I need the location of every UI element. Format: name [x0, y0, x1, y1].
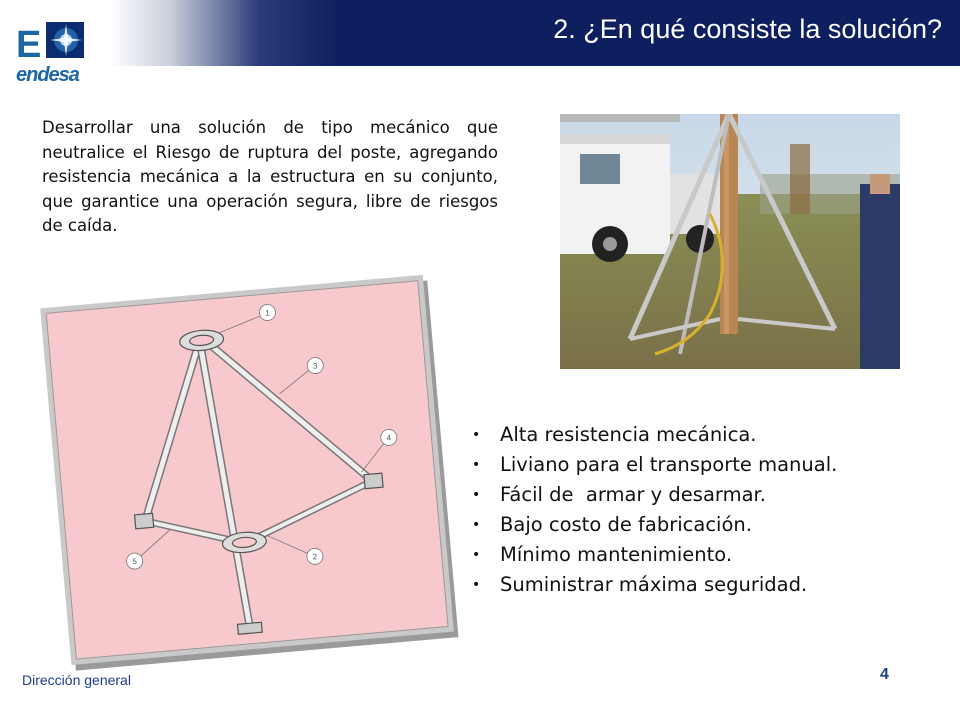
tripod-photo: [560, 114, 900, 369]
feature-text: Liviano para el transporte manual.: [500, 453, 838, 476]
feature-item: [470, 540, 837, 570]
feature-text: Fácil de armar y desarmar.: [500, 483, 766, 506]
callout-1: 1: [264, 308, 271, 318]
technical-drawing: [46, 280, 447, 657]
feature-item: [470, 570, 837, 600]
tripod-drawing-svg: [47, 281, 448, 658]
bullet-icon: •: [472, 487, 481, 503]
bullet-icon: •: [472, 427, 481, 443]
feature-text: Bajo costo de fabricación.: [500, 513, 752, 536]
drawing-sheet: [46, 280, 449, 659]
feature-item: [470, 420, 837, 450]
callout-5: 5: [132, 556, 138, 567]
feature-text: Alta resistencia mecánica.: [500, 423, 757, 446]
feature-list: [470, 420, 837, 600]
callout-2: 2: [312, 552, 318, 562]
feature-text: Suministrar máxima seguridad.: [500, 573, 808, 596]
logo-star-square: [46, 22, 84, 58]
page-number: 4: [880, 666, 889, 683]
intro-paragraph: Desarrollar una solución de tipo mecánico que neutralice el Riesgo de ruptura del poste, agregando resistencia mecánica a la estructura en su conjunto, que garantice una operación segura, libre de riesgos de caída.: [42, 118, 498, 236]
callout-3: 3: [312, 361, 318, 371]
bullet-icon: •: [472, 577, 481, 593]
feature-text: Mínimo mantenimiento.: [500, 543, 733, 566]
bullet-icon: •: [472, 457, 481, 473]
bullet-icon: •: [472, 547, 481, 563]
logo-wordmark: endesa: [16, 64, 79, 86]
slide-title: 2. ¿En qué consiste la solución?: [553, 14, 942, 44]
bullet-icon: •: [472, 517, 481, 533]
feature-item: [470, 450, 837, 480]
feature-item: [470, 480, 837, 510]
feature-item: [470, 510, 837, 540]
endesa-logo: [16, 18, 96, 96]
footer-department: Dirección general: [22, 672, 131, 688]
callout-4: 4: [386, 433, 392, 443]
logo-letter-e: E: [16, 24, 40, 66]
